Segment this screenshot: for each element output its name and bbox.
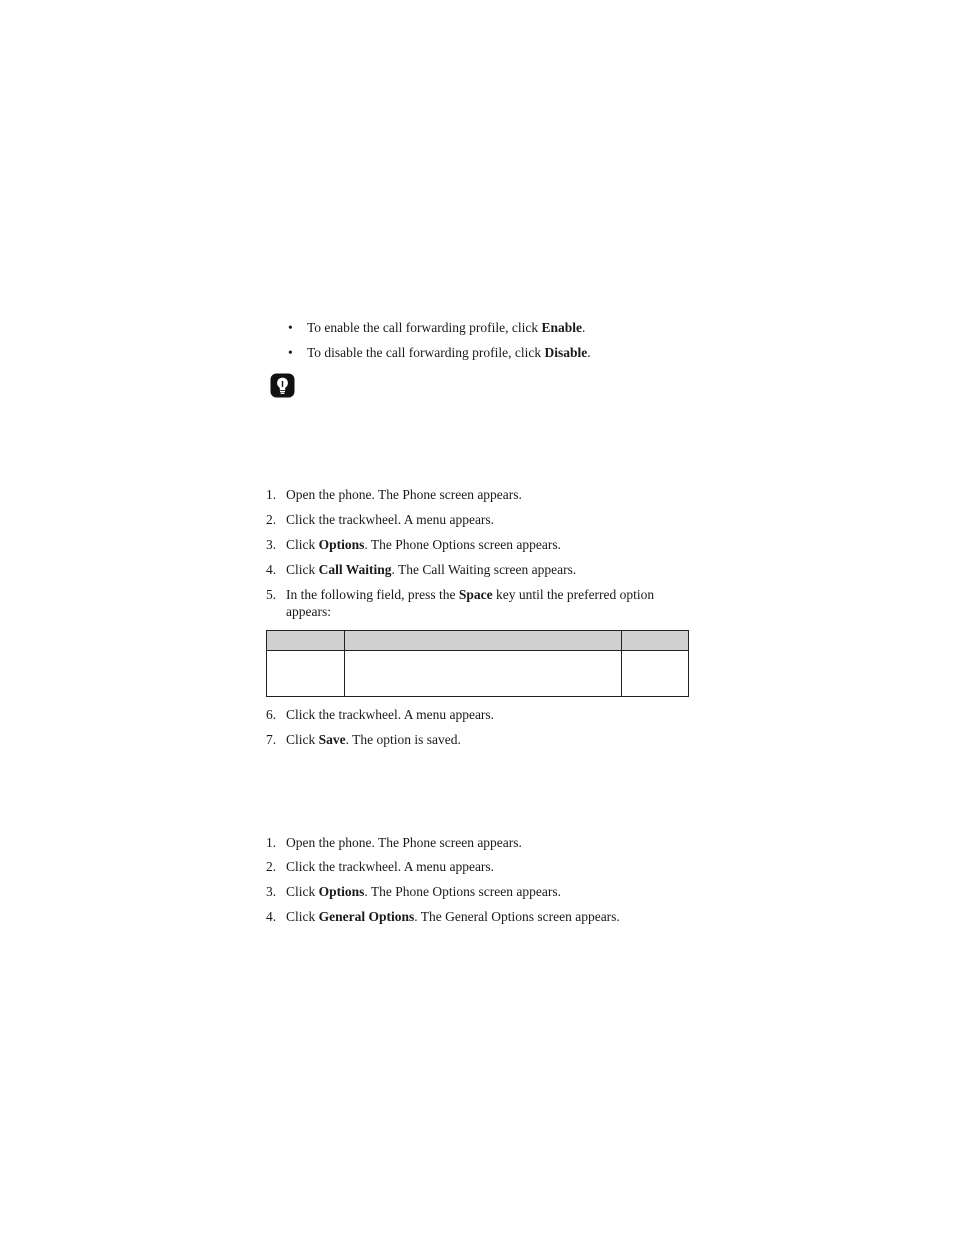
step-text: Click General Options. The General Options screen appears. [286, 909, 620, 924]
step-number: 3. [266, 537, 277, 552]
table-header-row [267, 631, 689, 651]
step-number: 5. [266, 587, 277, 602]
options-table [266, 630, 689, 697]
bullet-dot: • [288, 320, 293, 335]
step-number: 4. [266, 562, 277, 577]
step-text: Click Options. The Phone Options screen appears. [286, 537, 561, 552]
step-number: 1. [266, 487, 277, 502]
bullet-text: To enable the call forwarding profile, click Enable. [307, 320, 586, 335]
lightbulb-tip-icon [270, 373, 295, 398]
step-text: Open the phone. The Phone screen appears. [286, 487, 522, 502]
step-number: 2. [266, 859, 277, 874]
step-text: Click the trackwheel. A menu appears. [286, 859, 495, 874]
table-cell [345, 651, 622, 697]
step-text: Click Call Waiting. The Call Waiting screen appears. [286, 562, 577, 577]
step-text: In the following field, press the Space key until the preferred option appears: [286, 587, 655, 619]
step-number: 3. [266, 884, 277, 899]
step-number: 2. [266, 512, 277, 527]
step-text: Click Options. The Phone Options screen appears. [286, 884, 561, 899]
step-number: 7. [266, 732, 277, 747]
table-cell [267, 651, 345, 697]
step-number: 1. [266, 835, 277, 850]
step-text: Click the trackwheel. A menu appears. [286, 707, 495, 722]
bullet-text: To disable the call forwarding profile, click Disable. [307, 345, 591, 360]
step-text: Click the trackwheel. A menu appears. [286, 512, 495, 527]
table-cell [622, 651, 689, 697]
step-text: Open the phone. The Phone screen appears. [286, 835, 522, 850]
table-header-cell [622, 631, 689, 651]
table-row [267, 651, 689, 697]
table-header-cell [267, 631, 345, 651]
step-number: 6. [266, 707, 277, 722]
step-text: Click Save. The option is saved. [286, 732, 461, 747]
table-header-cell [345, 631, 622, 651]
step-number: 4. [266, 909, 277, 924]
bullet-dot: • [288, 345, 293, 360]
